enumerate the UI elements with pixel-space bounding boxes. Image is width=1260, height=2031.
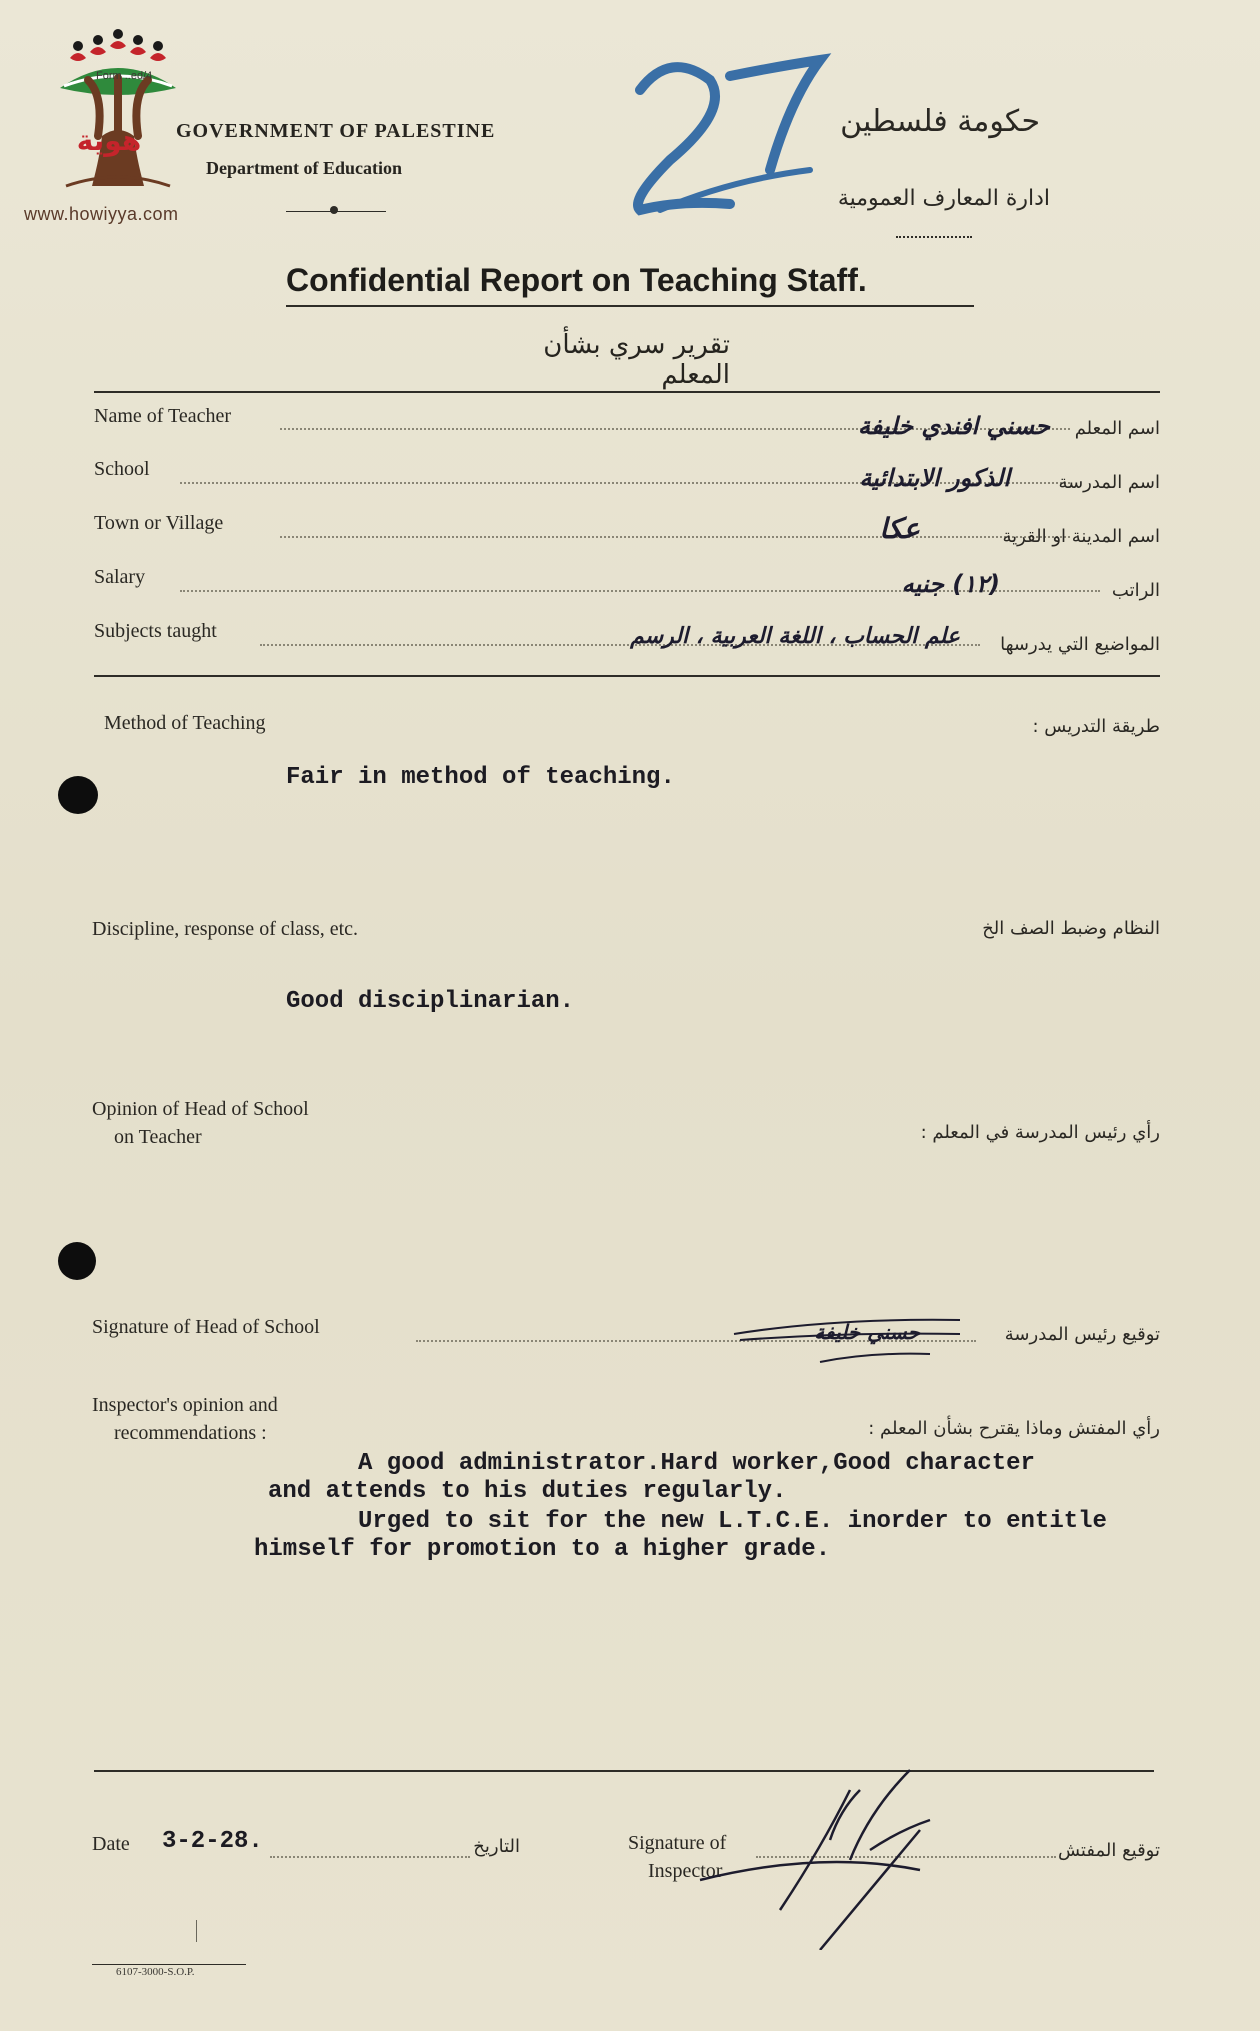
inspector-signature-label-2: Inspector — [648, 1860, 723, 1882]
header-ornament — [330, 206, 338, 214]
date-value: 3-2-28. — [162, 1828, 263, 1855]
school-label-ar: اسم المدرسة — [1058, 472, 1160, 493]
town-label-ar: اسم المدينة او القرية — [1002, 526, 1160, 547]
tree-logo-icon — [40, 26, 190, 196]
head-signature-label-ar: توقيع رئيس المدرسة — [1004, 1324, 1160, 1345]
inspector-signature-scribble — [680, 1750, 960, 1950]
head-signature-value: حسني خليفة — [814, 1320, 920, 1344]
method-label-ar: طريقة التدريس : — [1032, 716, 1160, 737]
discipline-label-ar: النظام وضبط الصف الخ — [982, 918, 1160, 939]
teacher-name-value: حسني افندي خليفة — [858, 412, 1050, 440]
fields-bottom-rule — [94, 675, 1160, 677]
inspector-opinion-label-2: recommendations : — [114, 1422, 267, 1444]
salary-label-ar: الراتب — [1111, 580, 1160, 601]
print-code-rule — [92, 1964, 246, 1965]
town-dots — [280, 536, 1070, 538]
logo-text: هوية — [76, 124, 142, 157]
discipline-label: Discipline, response of class, etc. — [92, 918, 359, 940]
inspector-line: A good administrator.Hard worker,Good character — [358, 1450, 1035, 1477]
form-number: Form ..ed/4 — [96, 70, 153, 82]
inspector-line: Urged to sit for the new L.T.C.E. inorder to entitle — [358, 1508, 1107, 1535]
page-title-ar: تقرير سري بشأن المعلم — [543, 330, 730, 390]
department-heading: Department of Education — [206, 158, 402, 178]
punch-hole — [58, 776, 98, 814]
department-heading-ar: ادارة المعارف العمومية — [837, 186, 1050, 211]
stray-mark — [196, 1920, 197, 1942]
header-ornament-ar — [896, 236, 972, 238]
salary-label: Salary — [94, 566, 146, 588]
watermark-url: www.howiyya.com — [24, 204, 179, 224]
school-value: الذكور الابتدائية — [859, 464, 1010, 492]
subjects-value: علم الحساب ، اللغة العربية ، الرسم — [630, 624, 960, 649]
fields-top-rule — [94, 391, 1160, 393]
subjects-label-ar: المواضيع التي يدرسها — [1000, 634, 1160, 655]
salary-value: (١٢) جنيه — [901, 570, 1000, 598]
government-heading-ar: حكومة فلسطين — [840, 104, 1040, 139]
inspector-signature-label-ar: توقيع المفتش — [1057, 1840, 1160, 1861]
inspector-line: and attends to his duties regularly. — [268, 1478, 787, 1505]
discipline-text: Good disciplinarian. — [286, 988, 575, 1015]
teacher-name-label: Name of Teacher — [94, 405, 232, 427]
inspector-opinion-label: Inspector's opinion and — [92, 1394, 278, 1416]
date-label-ar: التاريخ — [473, 1836, 520, 1857]
inspector-opinion-label-ar: رأي المفتش وماذا يقترح بشأن المعلم : — [868, 1418, 1160, 1439]
print-code: 6107-3000-S.O.P. — [116, 1966, 195, 1978]
town-label: Town or Village — [94, 512, 224, 534]
title-underline — [286, 305, 974, 307]
head-opinion-label-2: on Teacher — [114, 1126, 202, 1148]
method-text: Fair in method of teaching. — [286, 764, 675, 791]
school-label: School — [94, 458, 150, 480]
town-value: عكا — [879, 512, 920, 545]
date-label: Date — [92, 1833, 130, 1855]
head-opinion-label: Opinion of Head of School — [92, 1098, 309, 1120]
method-label: Method of Teaching — [104, 712, 266, 734]
inspector-line: himself for promotion to a higher grade. — [254, 1536, 831, 1563]
page-title: Confidential Report on Teaching Staff. — [286, 262, 867, 298]
file-number-scribble — [620, 40, 840, 230]
head-signature-label: Signature of Head of School — [92, 1316, 320, 1338]
howiyya-logo — [40, 26, 190, 196]
inspector-signature-label: Signature of — [628, 1832, 727, 1854]
subjects-label: Subjects taught — [94, 620, 217, 642]
punch-hole — [58, 1242, 96, 1280]
government-heading: GOVERNMENT OF PALESTINE — [176, 120, 496, 142]
head-opinion-label-ar: رأي رئيس المدرسة في المعلم : — [920, 1122, 1160, 1143]
teacher-name-label-ar: اسم المعلم — [1074, 418, 1160, 439]
footer-top-rule — [94, 1770, 1154, 1772]
